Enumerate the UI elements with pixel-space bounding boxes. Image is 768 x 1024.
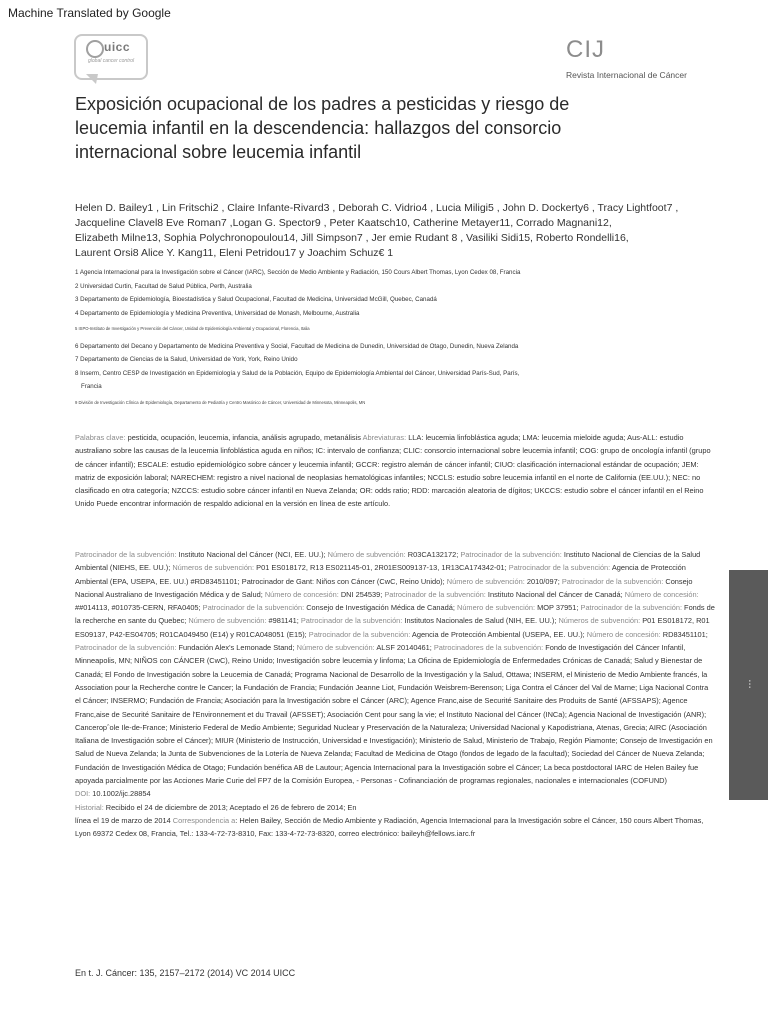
grant-label: Número de concesión: (264, 589, 339, 599)
grant-value: MOP 37951; (535, 603, 581, 613)
affiliation: 1 Agencia Internacional para la Investigación sobre el Cáncer (IARC), Sección de Medio Ambiente y Radiación, 150 Cours Albert Thomas, Lyon Cedex 08, Francia (75, 269, 521, 276)
grant-label: Patrocinador de la subvención: (580, 603, 682, 613)
abbreviations-label: Abreviaturas: (362, 433, 407, 442)
grant-label: Patrocinadores de la subvención: (433, 643, 544, 653)
grant-value: Recibido el 24 de diciembre de 2013; Aceptado el 26 de febrero de 2014; En (103, 802, 357, 812)
affiliation: 3 Departamento de Epidemiología, Bioestadística y Salud Ocupacional, Facultad de Medicina, Universidad McGill, Quebec, Canadá (75, 296, 437, 303)
affiliation: 6 Departamento del Decano y Departamento de Medicina Preventiva y Social, Facultad de Medicina de Dunedin, Universidad de Otago, Dunedin, Nueva Zelanda (75, 342, 519, 350)
affiliation: 5 ISPO-Instituto de Investigación y Prevención del Cáncer, Unidad de Epidemiología Ambiental y Ocupacional, Florencia, Italia (75, 326, 310, 331)
grant-label: Número de subvención: (327, 550, 406, 559)
grant-label: Patrocinador de la subvención: (384, 589, 486, 599)
logo-tail-shape (86, 74, 98, 84)
grant-label: Historial: (75, 802, 104, 812)
grant-label: Número de subvención: (188, 616, 267, 626)
affiliation: 7 Departamento de Ciencias de la Salud, Universidad de York, York, Reino Unido (75, 356, 298, 363)
keywords-text: pesticida, ocupación, leucemia, infancia, análisis agrupado, metanálisis (125, 433, 363, 442)
grant-value: Consejo de Investigación Médica de Canadá; (304, 603, 457, 613)
grant-value: #981141; (266, 616, 301, 626)
grant-label: Patrocinador de la subvención: (508, 563, 611, 573)
grant-label: Número de subvención: (296, 643, 375, 653)
citation-footer: En t. J. Cáncer: 135, 2157–2172 (2014) VC 2014 UICC (75, 968, 296, 978)
grant-value: ##014113, #010735-CERN, RFA0405; (75, 603, 203, 613)
grant-label: Números de subvención: (558, 616, 641, 626)
article-title: Exposición ocupacional de los padres a pesticidas y riesgo de leucemia infantil en la descendencia: hallazgos del consorcio internacional sobre leucemia infantil (75, 94, 570, 162)
keywords-block (75, 431, 713, 511)
grant-value: Agencia de Protección Ambiental (USEPA, EE. UU.); (410, 629, 587, 639)
affiliation: 9 División de Investigación Clínica de Epidemiología, Departamento de Pediatría y Centro Masónico de Cáncer, Universidad de Minnesota, Minneapolis, MN (75, 399, 366, 405)
grant-label: DOI: (75, 789, 91, 799)
grant-label: Patrocinador de la subvención: (561, 576, 664, 586)
grant-value: 10.1002/ijc.28854 (90, 789, 151, 799)
grant-label: Número de concesión: (624, 589, 699, 599)
grant-label: Patrocinador de la subvención: (75, 550, 177, 559)
journal-abbr: CIJ (566, 36, 605, 63)
grant-label: Número de subvención: (446, 576, 525, 586)
logo-subtitle: global cancer control (88, 58, 135, 64)
grant-value: Fonds de la recherche en sante du Quebec; (75, 603, 715, 626)
grant-value: DNI 254539; (338, 589, 385, 599)
grant-value: Institutos Nacionales de Salud (NIH, EE. UU.); (402, 616, 559, 626)
author-line: Jacqueline Clavel8 Eve Roman7 ,Logan G. Spector9 , Peter Kaatsch10, Catherine Metayer11, Corrado Magnani12, (75, 217, 612, 229)
affiliations (75, 268, 695, 415)
grant-value: Agencia de Protección Ambiental (EPA, USEPA, EE. UU.) #RD83451101; Patrocinador de Gant: Niños con Cáncer (CwC, Reino Unido); (75, 563, 686, 586)
side-tab-text: • • • (746, 680, 752, 689)
grant-label: Número de concesión: (586, 629, 661, 639)
grant-value: : Helen Bailey, Sección de Medio Ambiente y Radiación, Agencia Internacional para la Investigación sobre el Cáncer, 150 cours Albert Thomas, Lyon 69372 Cedex 08, Francia, Tel.: 133-4-72-73-8310, Fax: 133-4-72-73-8320, correo electrónico: baileyh@fellows.iarc.fr (75, 815, 704, 839)
grant-value: ALSF 20140461; (374, 643, 434, 653)
grant-value: línea el 19 de marzo de 2014 (75, 815, 173, 825)
grant-value: RD83451101; (660, 629, 708, 639)
grant-label: Correspondencia a (172, 815, 236, 825)
affiliation: 8 Inserm, Centro CESP de Investigación en Epidemiología y Salud de la Población, Equipo de Epidemiología Ambiental del Cáncer, Universidad París-Sud, París, (75, 369, 520, 377)
grant-label: Patrocinador de la subvención: (308, 629, 411, 639)
grant-label: Patrocinador de la subvención: (202, 603, 305, 613)
affiliation: Francia (81, 383, 102, 390)
grant-value: Instituto Nacional de Ciencias de la Salud Ambiental (NIEHS, EE. UU.); (75, 550, 701, 573)
grant-value: P01 ES018172, R13 ES021145-01, 2R01ES009137-13, 1R13CA174342-01; (254, 563, 509, 573)
author-line: Helen D. Bailey1 , Lin Fritschi2 , Claire Infante-Rivard3 , Deborah C. Vidrio4 , Lucia Miligi5 , John D. Dockerty6 , Tracy Lightfoot7 , (75, 202, 679, 214)
grant-label: Números de subvención: (172, 563, 255, 573)
logo-word: uicc (104, 40, 131, 54)
grant-value: Fondo de Investigación del Cáncer Infantil, Minneapolis, MN; NIÑOS con CÁNCER (CwC), Reino Unido; Investigación sobre leucemia y linfoma; La Oficina de Epidemiología de Enfermedades Crónicas de Canadá; Salud y Bienestar de Canadá; El Fondo de Investigación sobre la Leucemia de Canadá; Programa Nacional de Desarrollo de la Investigación y la Salud, Ottawa; INSERM, el Ministerio de Medio Ambiente francés, la Association pour la Recherche contre le Cancer; la Fundación de Francia; Fundación Jeanne Liot, Fundación Weisbrem-Berenson; Liga Contra el Cáncer del Val de Marne; Liga Nacional Contra el Cáncer; INSERMO; Fundación de Francia; Asociación para la Investigación sobre el Cáncer (ARC); Agence Franc,aise de Securité Sanitaire des Produits de Santé (AFSSAPS); Agence Franc,aise de Securité Sanitaire de l'Environnement et du Travail (AFSSET); Asociación Cent pour sang la vie; el Instituto Nacional del Cáncer (INCa); Agencia Nacional de Investigación (ANR); Canceropˆole Ile-de-France; Ministerio Federal de Medio Ambiente; Seguridad Nuclear y Preservación de la Naturaleza; Universidad Nacional y Kapodistriana, Atenas, Grecia; AIRC (Asociación Italiana de Investigación sobre el Cáncer); MIUR (Ministerio de Instrucción, Universidad e Investigación); Ministerio de Salud, Ministerio de Trabajo, Región Piamonte; Consejo de Investigación en Salud de Nueva Zelanda; la Junta de Subvenciones de la Lotería de Nueva Zelanda; Facultad de Medicina de Otago (fondos de legado de la facultad); Sociedad del Cáncer de Nueva Zelanda; Fundación de Investigación Médica de Otago; Fundación benéfica AB de Lautour; Agencia Internacional para la Investigación sobre el Cáncer; La beca postdoctoral IARC de Helen Bailey fue apoyada parcialmente por las Acciones Marie Curie del FP7 de la Comisión Europea, - Personas - Cofinanciación de programas regionales, nacionales e internacionales (COFUND) (75, 643, 713, 786)
affiliation: 2 Universidad Curtin, Facultad de Salud Pública, Perth, Australia (75, 282, 252, 290)
abbreviations-text: LLA: leucemia linfoblástica aguda; LMA: leucemia mieloide aguda; Aus-ALL: estudio australiano sobre las causas de la leucemia linfoblástica aguda en niños; IC: intervalo de confianza; CLIC: consorcio internacional sobre leucemia infantil; COG: grupo de oncología infantil (grupo de cáncer infantil); ESCALE: estudio epidemiológico sobre cáncer y leucemia infantil; GCCR: registro alemán de cáncer infantil; CIUO: clasificación internacional estándar de ocupación; JEM: matriz de exposición laboral; NARECHEM: registro a nivel nacional de neoplasias hematológicas infantiles; NCCLS: estudio sobre leucemia infantil en el norte de California (EE.UU.); NEC: no clasificado en otra categoría; NZCCS: estudio sobre cáncer infantil en Nueva Zelanda; OR: odds ratio; RDD: marcación aleatoria de dígitos; UKCCS: estudio sobre el cáncer infantil en el Reino Unido Puede encontrar información de respaldo adicional en la versión en línea de este artículo. (75, 433, 711, 509)
journal-name: Revista Internacional de Cáncer (566, 70, 687, 80)
affiliation: 4 Departamento de Epidemiología y Medicina Preventiva, Universidad de Monash, Melbourne, Australia (75, 309, 360, 317)
grant-value: P01 ES018172, R01 ES09137, P42-ES04705; R01CA049450 (E14) y R01CA048051 (E15); (75, 616, 710, 639)
grant-value: Instituto Nacional del Cáncer de Canadá; (485, 589, 625, 599)
grant-label: Patrocinador de la subvención: (75, 643, 177, 653)
author-line: Elizabeth Milne13, Sophia Polychronopoulou14, Jill Simpson7 , Jer emie Rudant 8 , Vasiliki Sidi15, Roberto Rondelli16, (75, 232, 629, 244)
author-list (75, 201, 695, 261)
machine-translated-label: Machine Translated by Google (8, 6, 171, 20)
grant-value: Instituto Nacional del Cáncer (NCI, EE. UU.); (176, 550, 328, 559)
grant-label: Patrocinador de la subvención: (300, 616, 403, 626)
keywords-label: Palabras clave: (75, 433, 126, 442)
grant-label: Patrocinador de la subvención: (460, 550, 562, 559)
grants-block (75, 548, 715, 841)
grant-value: R03CA132172; (405, 550, 461, 559)
grant-value: Fundación Alex's Lemonade Stand; (176, 643, 297, 653)
grant-label: Número de subvención: (456, 603, 536, 613)
grant-value: Consejo Nacional Australiano de Investigación Médica y de Salud; (75, 576, 693, 599)
logo-globe-icon (86, 40, 104, 58)
author-line: Laurent Orsi8 Alice Y. Kang11, Eleni Petridou17 y Joachim Schuz€ 1 (75, 247, 394, 259)
grant-value: 2010/097; (524, 576, 562, 586)
